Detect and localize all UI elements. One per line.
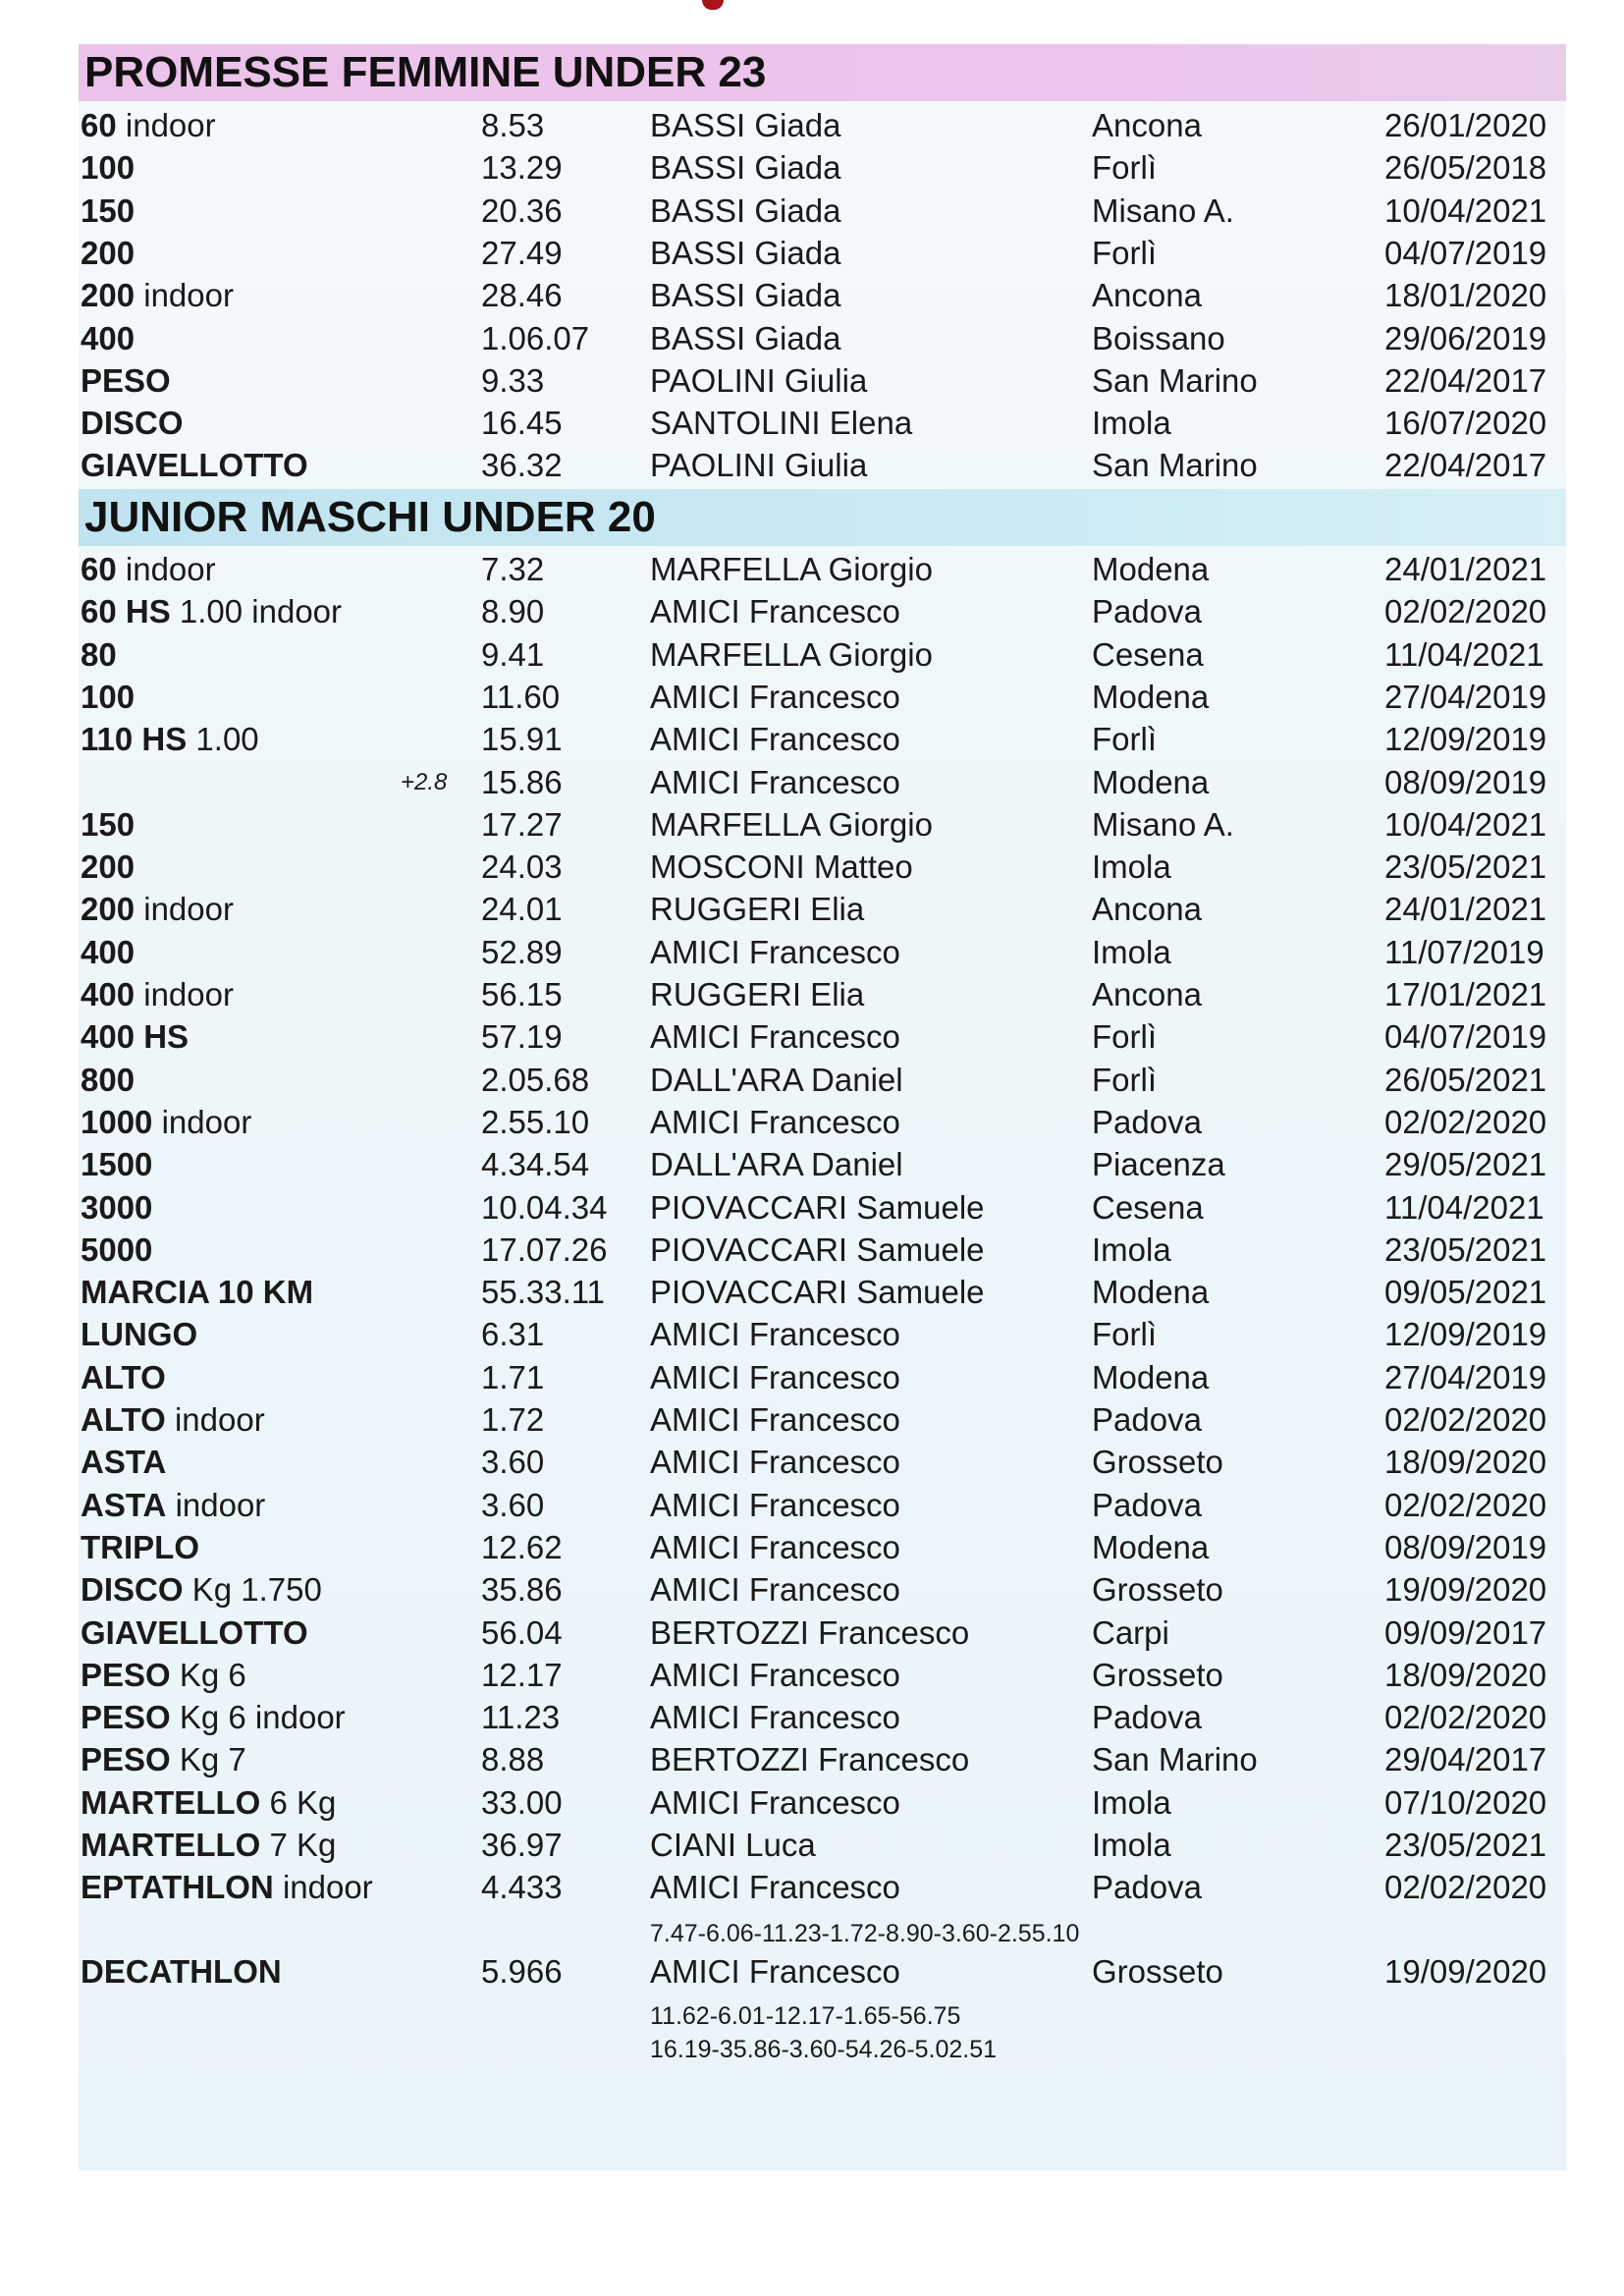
table-row <box>0 1866 1624 1908</box>
event-name: GIAVELLOTTO <box>81 1614 308 1651</box>
athlete-name: RUGGERI Elia <box>650 891 865 927</box>
athlete-name: MOSCONI Matteo <box>650 848 913 885</box>
venue: Modena <box>1092 764 1210 800</box>
event-spec: indoor <box>282 1869 373 1905</box>
performance: 36.97 <box>481 1827 563 1863</box>
event-name: MARCIA 10 KM <box>81 1274 314 1310</box>
record-date: 02/02/2020 <box>1384 1869 1547 1905</box>
venue: Grosseto <box>1092 1444 1223 1480</box>
table-row <box>0 1568 1624 1611</box>
athlete-name: AMICI Francesco <box>650 721 900 757</box>
event-name: 400 <box>81 320 135 356</box>
event-name: LUNGO <box>81 1316 198 1352</box>
performance: 24.01 <box>481 891 563 927</box>
record-date: 11/04/2021 <box>1384 636 1544 673</box>
event-name: 200 <box>81 891 135 927</box>
table-row <box>0 888 1624 930</box>
event-name: MARTELLO <box>81 1827 261 1863</box>
performance: 17.07.26 <box>481 1231 608 1268</box>
record-date: 23/05/2021 <box>1384 1231 1547 1268</box>
record-date: 02/02/2020 <box>1384 1699 1547 1735</box>
athlete-name: AMICI Francesco <box>650 1316 900 1352</box>
record-date: 08/09/2019 <box>1384 764 1547 800</box>
record-date: 12/09/2019 <box>1384 1316 1547 1352</box>
athlete-name: CIANI Luca <box>650 1827 816 1863</box>
event-name: 100 <box>81 679 135 715</box>
venue: Padova <box>1092 1699 1202 1735</box>
venue: Forlì <box>1092 235 1157 271</box>
record-date: 26/01/2020 <box>1384 107 1547 143</box>
venue: Grosseto <box>1092 1657 1223 1693</box>
venue: Modena <box>1092 1529 1210 1565</box>
table-row <box>0 1612 1624 1654</box>
record-date: 29/06/2019 <box>1384 320 1547 356</box>
record-date: 18/09/2020 <box>1384 1444 1547 1480</box>
athlete-name: BERTOZZI Francesco <box>650 1741 970 1777</box>
event-spec: indoor <box>174 1401 265 1438</box>
event-name: 60 HS <box>81 593 171 629</box>
record-date: 27/04/2019 <box>1384 1359 1547 1395</box>
event-name: 3000 <box>81 1189 153 1226</box>
table-row <box>0 104 1624 146</box>
record-date: 26/05/2018 <box>1384 149 1547 186</box>
performance: 10.04.34 <box>481 1189 608 1226</box>
table-row <box>0 973 1624 1015</box>
venue: Padova <box>1092 593 1202 629</box>
venue: San Marino <box>1092 447 1258 483</box>
table-row <box>0 1824 1624 1866</box>
table-row <box>0 803 1624 846</box>
performance: 12.62 <box>481 1529 563 1565</box>
athlete-name: BERTOZZI Francesco <box>650 1614 970 1651</box>
athlete-name: AMICI Francesco <box>650 1359 900 1395</box>
venue: Misano A. <box>1092 192 1234 229</box>
venue: Carpi <box>1092 1614 1169 1651</box>
performance: 6.31 <box>481 1316 545 1352</box>
record-date: 29/05/2021 <box>1384 1146 1547 1182</box>
venue: Forlì <box>1092 1316 1157 1352</box>
performance: 4.433 <box>481 1869 563 1905</box>
event-spec: 1.00 <box>195 721 259 757</box>
table-row <box>0 359 1624 402</box>
table-row <box>0 402 1624 444</box>
venue: Padova <box>1092 1401 1202 1438</box>
performance: 8.88 <box>481 1741 545 1777</box>
athlete-name: BASSI Giada <box>650 320 841 356</box>
venue: Modena <box>1092 1359 1210 1395</box>
record-date: 18/09/2020 <box>1384 1657 1547 1693</box>
record-date: 04/07/2019 <box>1384 235 1547 271</box>
table-row <box>0 1654 1624 1696</box>
performance: 35.86 <box>481 1571 563 1608</box>
event-name: 1000 <box>81 1104 153 1140</box>
event-name: EPTATHLON <box>81 1869 274 1905</box>
record-date: 24/01/2021 <box>1384 891 1547 927</box>
venue: Piacenza <box>1092 1146 1225 1182</box>
athlete-name: DALL'ARA Daniel <box>650 1146 903 1182</box>
athlete-name: AMICI Francesco <box>650 1018 900 1055</box>
table-row-decathlon <box>0 1950 1624 1993</box>
athlete-name: MARFELLA Giorgio <box>650 636 933 673</box>
table-row <box>0 232 1624 274</box>
table-row <box>0 1696 1624 1738</box>
performance: 15.91 <box>481 721 563 757</box>
table-row <box>0 1101 1624 1143</box>
venue: Imola <box>1092 1827 1171 1863</box>
event-spec: Kg 6 indoor <box>179 1699 346 1735</box>
decathlon-partials-line-2: 16.19-35.86-3.60-54.26-5.02.51 <box>650 2036 998 2063</box>
event-name: ASTA <box>81 1487 167 1523</box>
venue: Ancona <box>1092 891 1202 927</box>
venue: Imola <box>1092 1784 1171 1821</box>
performance: 4.34.54 <box>481 1146 590 1182</box>
venue: Imola <box>1092 848 1171 885</box>
table-row <box>0 718 1624 760</box>
athlete-name: PIOVACCARI Samuele <box>650 1274 985 1310</box>
record-date: 26/05/2021 <box>1384 1062 1547 1098</box>
athlete-name: PIOVACCARI Samuele <box>650 1231 985 1268</box>
athlete-name: AMICI Francesco <box>650 1487 900 1523</box>
record-date: 19/09/2020 <box>1384 1953 1547 1990</box>
record-date: 02/02/2020 <box>1384 1401 1547 1438</box>
table-row <box>0 1398 1624 1441</box>
venue: Forlì <box>1092 1018 1157 1055</box>
venue: Boissano <box>1092 320 1225 356</box>
performance: 11.23 <box>481 1699 561 1735</box>
performance: 56.15 <box>481 976 563 1012</box>
record-date: 17/01/2021 <box>1384 976 1547 1012</box>
record-date: 08/09/2019 <box>1384 1529 1547 1565</box>
record-date: 18/01/2020 <box>1384 277 1547 313</box>
event-name: GIAVELLOTTO <box>81 447 308 483</box>
venue: Cesena <box>1092 636 1204 673</box>
performance: 1.06.07 <box>481 320 590 356</box>
event-name: 60 <box>81 107 117 143</box>
record-date: 22/04/2017 <box>1384 362 1547 399</box>
event-name: 80 <box>81 636 117 673</box>
athlete-name: AMICI Francesco <box>650 1529 900 1565</box>
athlete-name: SANTOLINI Elena <box>650 405 913 441</box>
event-spec: Kg 1.750 <box>191 1571 322 1608</box>
table-row <box>0 1313 1624 1355</box>
event-name: PESO <box>81 1657 171 1693</box>
record-date: 24/01/2021 <box>1384 551 1547 587</box>
table-row <box>0 1526 1624 1568</box>
record-date: 11/04/2021 <box>1384 1189 1544 1226</box>
athlete-name: MARFELLA Giorgio <box>650 806 933 843</box>
venue: Forlì <box>1092 721 1157 757</box>
record-date: 19/09/2020 <box>1384 1571 1547 1608</box>
event-name: DISCO <box>81 1571 184 1608</box>
performance: 55.33.11 <box>481 1274 606 1310</box>
performance: 56.04 <box>481 1614 563 1651</box>
table-row <box>0 1441 1624 1483</box>
venue: Modena <box>1092 551 1210 587</box>
performance: 3.60 <box>481 1444 545 1480</box>
event-name: DISCO <box>81 405 184 441</box>
performance: 24.03 <box>481 848 563 885</box>
event-name: 110 HS <box>81 721 188 757</box>
athlete-name: PIOVACCARI Samuele <box>650 1189 985 1226</box>
table-row <box>0 1484 1624 1526</box>
event-name: PESO <box>81 1741 171 1777</box>
table-row <box>0 1059 1624 1101</box>
athlete-name: BASSI Giada <box>650 235 841 271</box>
table-row <box>0 931 1624 973</box>
performance: 5.966 <box>481 1953 563 1990</box>
record-date: 07/10/2020 <box>1384 1784 1547 1821</box>
athlete-name: AMICI Francesco <box>650 1657 900 1693</box>
athlete-name: AMICI Francesco <box>650 934 900 970</box>
athlete-name: PAOLINI Giulia <box>650 447 868 483</box>
record-date: 27/04/2019 <box>1384 679 1547 715</box>
table-row <box>0 1186 1624 1229</box>
event-name: PESO <box>81 1699 171 1735</box>
decathlon-partials-line-1: 11.62-6.01-12.17-1.65-56.75 <box>650 2002 961 2030</box>
venue: Modena <box>1092 1274 1210 1310</box>
event-name: 100 <box>81 149 135 186</box>
table-row <box>0 1015 1624 1058</box>
event-spec: 7 Kg <box>269 1827 337 1863</box>
venue: San Marino <box>1092 362 1258 399</box>
record-date: 02/02/2020 <box>1384 1487 1547 1523</box>
performance: 7.32 <box>481 551 545 587</box>
event-name: 400 HS <box>81 1018 189 1055</box>
event-name: DECATHLON <box>81 1953 282 1990</box>
venue: Ancona <box>1092 976 1202 1012</box>
record-date: 09/09/2017 <box>1384 1614 1547 1651</box>
venue: Forlì <box>1092 149 1157 186</box>
table-row <box>0 761 1624 803</box>
performance: 8.90 <box>481 593 545 629</box>
event-spec: indoor <box>143 891 234 927</box>
athlete-name: DALL'ARA Daniel <box>650 1062 903 1098</box>
section-title-women: PROMESSE FEMMINE UNDER 23 <box>79 44 1566 101</box>
performance: 9.41 <box>481 636 545 673</box>
performance: 33.00 <box>481 1784 563 1821</box>
record-date: 04/07/2019 <box>1384 1018 1547 1055</box>
table-row <box>0 846 1624 888</box>
table-row <box>0 633 1624 676</box>
athlete-name: AMICI Francesco <box>650 1699 900 1735</box>
performance: 17.27 <box>481 806 563 843</box>
performance: 1.71 <box>481 1359 545 1395</box>
event-name: 800 <box>81 1062 135 1098</box>
athlete-name: AMICI Francesco <box>650 1784 900 1821</box>
table-row <box>0 1229 1624 1271</box>
performance: 2.05.68 <box>481 1062 590 1098</box>
event-spec: indoor <box>125 551 216 587</box>
event-name: 200 <box>81 848 135 885</box>
athlete-name: AMICI Francesco <box>650 764 900 800</box>
event-spec: indoor <box>125 107 216 143</box>
athlete-name: AMICI Francesco <box>650 1104 900 1140</box>
performance: 9.33 <box>481 362 545 399</box>
venue: Padova <box>1092 1869 1202 1905</box>
event-name: MARTELLO <box>81 1784 261 1821</box>
venue: Padova <box>1092 1487 1202 1523</box>
event-name: PESO <box>81 362 171 399</box>
event-name: TRIPLO <box>81 1529 199 1565</box>
table-row <box>0 190 1624 232</box>
table-row <box>0 1356 1624 1398</box>
venue: Cesena <box>1092 1189 1204 1226</box>
event-name: 60 <box>81 551 117 587</box>
performance: 12.17 <box>481 1657 563 1693</box>
performance: 20.36 <box>481 192 563 229</box>
athlete-name: AMICI Francesco <box>650 1953 900 1990</box>
event-spec: 6 Kg <box>269 1784 337 1821</box>
record-date: 23/05/2021 <box>1384 848 1547 885</box>
venue: Grosseto <box>1092 1953 1223 1990</box>
athlete-name: PAOLINI Giulia <box>650 362 868 399</box>
record-date: 02/02/2020 <box>1384 1104 1547 1140</box>
performance: 13.29 <box>481 149 563 186</box>
performance: 15.86 <box>481 764 563 800</box>
event-name: ALTO <box>81 1359 166 1395</box>
record-date: 22/04/2017 <box>1384 447 1547 483</box>
event-spec: indoor <box>143 277 234 313</box>
event-name: ALTO <box>81 1401 166 1438</box>
record-date: 10/04/2021 <box>1384 806 1547 843</box>
athlete-name: AMICI Francesco <box>650 1869 900 1905</box>
performance: 11.60 <box>481 679 561 715</box>
table-row <box>0 676 1624 718</box>
eptathlon-partials: 7.47-6.06-11.23-1.72-8.90-3.60-2.55.10 <box>650 1920 1080 1947</box>
athlete-name: BASSI Giada <box>650 192 841 229</box>
performance: 3.60 <box>481 1487 545 1523</box>
table-row <box>0 1738 1624 1780</box>
venue: Misano A. <box>1092 806 1234 843</box>
record-date: 02/02/2020 <box>1384 593 1547 629</box>
event-spec: indoor <box>175 1487 266 1523</box>
athlete-name: AMICI Francesco <box>650 1571 900 1608</box>
venue: Imola <box>1092 1231 1171 1268</box>
athlete-name: RUGGERI Elia <box>650 976 865 1012</box>
event-spec: indoor <box>143 976 234 1012</box>
venue: Ancona <box>1092 107 1202 143</box>
event-spec: indoor <box>161 1104 252 1140</box>
event-name: ASTA <box>81 1444 167 1480</box>
venue: San Marino <box>1092 1741 1258 1777</box>
event-name: 150 <box>81 806 135 843</box>
event-name: 400 <box>81 976 135 1012</box>
section-title-men: JUNIOR MASCHI UNDER 20 <box>79 489 1566 546</box>
record-date: 11/07/2019 <box>1384 934 1544 970</box>
record-date: 12/09/2019 <box>1384 721 1547 757</box>
venue: Modena <box>1092 679 1210 715</box>
event-name: 400 <box>81 934 135 970</box>
table-row <box>0 317 1624 359</box>
performance: 57.19 <box>481 1018 563 1055</box>
event-name: 1500 <box>81 1146 153 1182</box>
athlete-name: AMICI Francesco <box>650 679 900 715</box>
venue: Imola <box>1092 934 1171 970</box>
athlete-name: AMICI Francesco <box>650 593 900 629</box>
performance: 8.53 <box>481 107 545 143</box>
performance: 36.32 <box>481 447 563 483</box>
event-spec: 1.00 indoor <box>179 593 343 629</box>
venue: Ancona <box>1092 277 1202 313</box>
performance: 28.46 <box>481 277 563 313</box>
athlete-name: AMICI Francesco <box>650 1444 900 1480</box>
wind-reading: +2.8 <box>401 769 448 795</box>
table-row <box>0 1781 1624 1824</box>
venue: Grosseto <box>1092 1571 1223 1608</box>
athlete-name: BASSI Giada <box>650 277 841 313</box>
table-row <box>0 274 1624 316</box>
table-row <box>0 548 1624 590</box>
table-row <box>0 444 1624 486</box>
performance: 16.45 <box>481 405 563 441</box>
venue: Imola <box>1092 405 1171 441</box>
performance: 52.89 <box>481 934 563 970</box>
performance: 27.49 <box>481 235 563 271</box>
venue: Padova <box>1092 1104 1202 1140</box>
performance: 1.72 <box>481 1401 545 1438</box>
athlete-name: BASSI Giada <box>650 149 841 186</box>
table-row <box>0 1271 1624 1313</box>
event-spec: Kg 7 <box>179 1741 246 1777</box>
event-name: 200 <box>81 235 135 271</box>
event-name: 150 <box>81 192 135 229</box>
record-date: 23/05/2021 <box>1384 1827 1547 1863</box>
event-name: 5000 <box>81 1231 153 1268</box>
table-row <box>0 146 1624 189</box>
table-row <box>0 590 1624 632</box>
record-date: 10/04/2021 <box>1384 192 1547 229</box>
record-date: 09/05/2021 <box>1384 1274 1547 1310</box>
athlete-name: BASSI Giada <box>650 107 841 143</box>
record-date: 16/07/2020 <box>1384 405 1547 441</box>
event-name: 200 <box>81 277 135 313</box>
performance: 2.55.10 <box>481 1104 590 1140</box>
venue: Forlì <box>1092 1062 1157 1098</box>
table-row <box>0 1143 1624 1185</box>
athlete-name: AMICI Francesco <box>650 1401 900 1438</box>
record-date: 29/04/2017 <box>1384 1741 1547 1777</box>
athlete-name: MARFELLA Giorgio <box>650 551 933 587</box>
event-spec: Kg 6 <box>179 1657 246 1693</box>
